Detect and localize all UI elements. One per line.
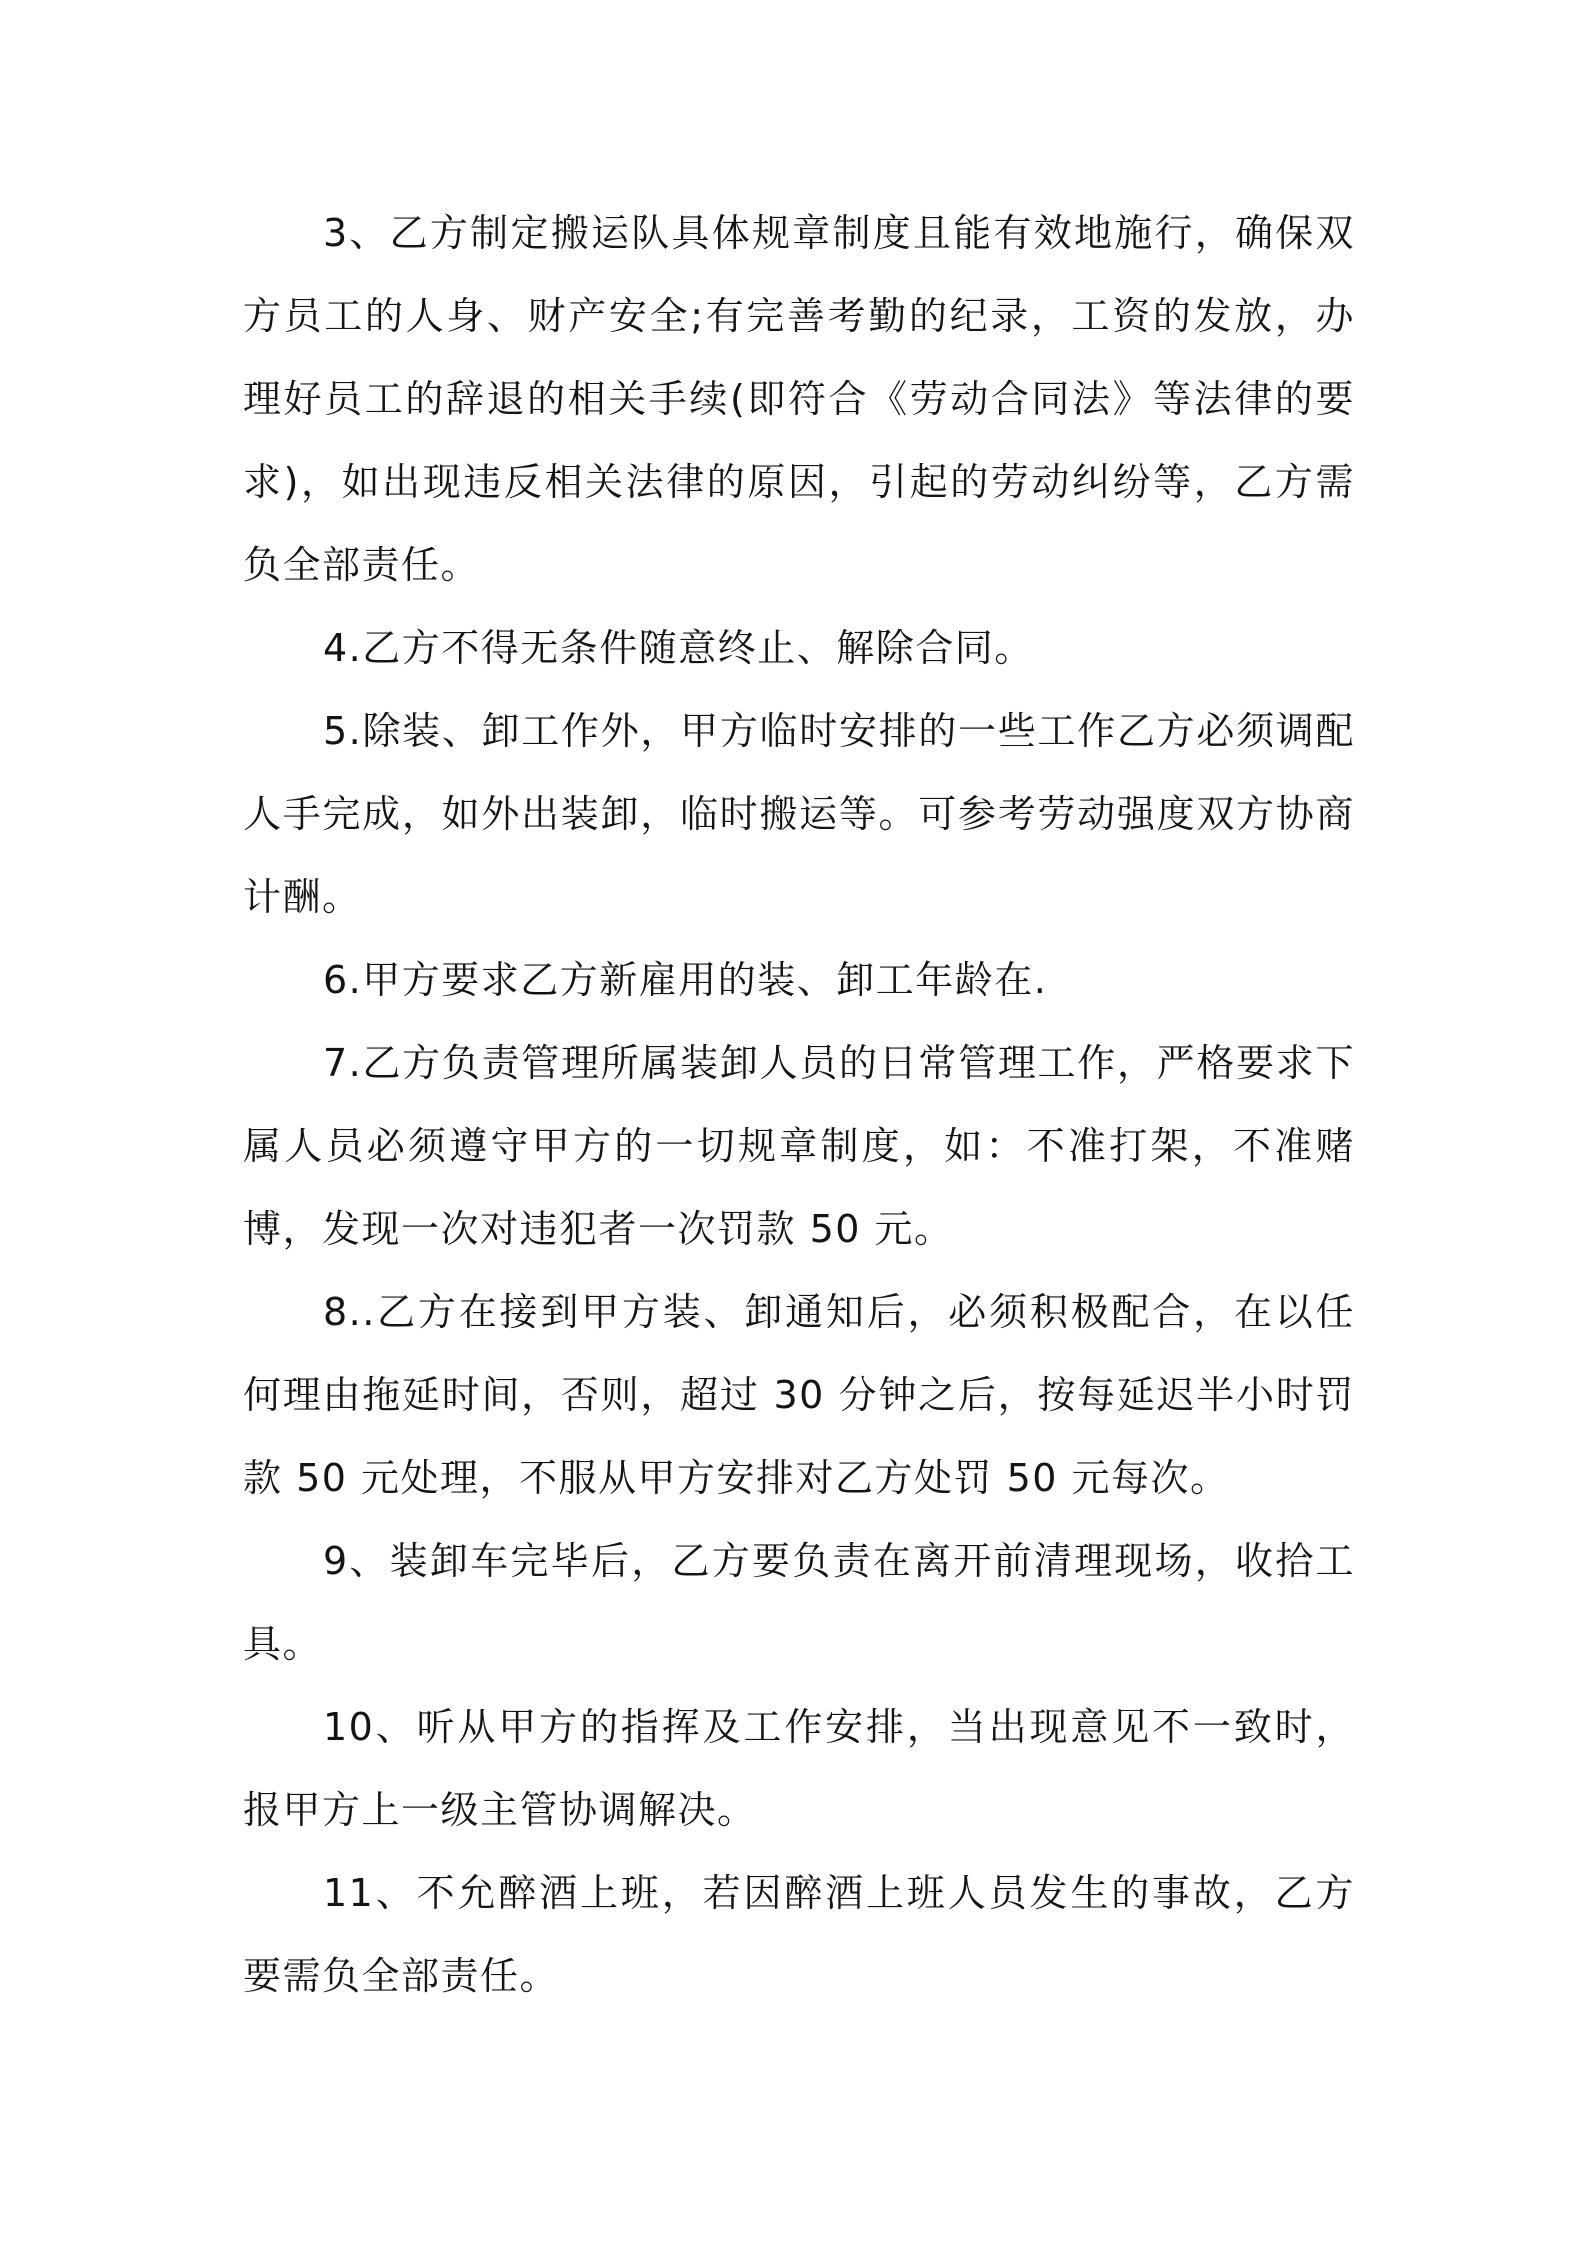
- clause-11: 11、不允醉酒上班，若因醉酒上班人员发生的事故，乙方要需负全部责任。: [243, 1871, 1355, 1998]
- document-body: [243, 192, 1355, 2018]
- clause-4: 4.乙方不得无条件随意终止、解除合同。: [323, 626, 1034, 670]
- clause-9: 9、装卸车完毕后，乙方要负责在离开前清理现场，收拾工具。: [243, 1539, 1355, 1666]
- clause-6: 6.甲方要求乙方新雇用的装、卸工年龄在.: [323, 958, 1048, 1002]
- clause-5: 5.除装、卸工作外，甲方临时安排的一些工作乙方必须调配人手完成，如外出装卸，临时搬运等。可参考劳动强度双方协商计酬。: [243, 709, 1355, 919]
- clause-8: 8..乙方在接到甲方装、卸通知后，必须积极配合，在以任何理由拖延时间，否则，超过 30 分钟之后，按每延迟半小时罚款 50 元处理，不服从甲方安排对乙方处罚 50 元每次。: [243, 1290, 1355, 1500]
- clause-10: 10、听从甲方的指挥及工作安排，当出现意见不一致时，报甲方上一级主管协调解决。: [243, 1705, 1355, 1832]
- clause-3: 3、乙方制定搬运队具体规章制度且能有效地施行，确保双方员工的人身、财产安全;有完善考勤的纪录，工资的发放，办理好员工的辞退的相关手续(即符合《劳动合同法》等法律的要求)，如出现违反相关法律的原因，引起的劳动纠纷等，乙方需负全部责任。: [243, 211, 1355, 587]
- clause-7: 7.乙方负责管理所属装卸人员的日常管理工作，严格要求下属人员必须遵守甲方的一切规章制度，如：不准打架，不准赌博，发现一次对违犯者一次罚款 50 元。: [243, 1041, 1355, 1251]
